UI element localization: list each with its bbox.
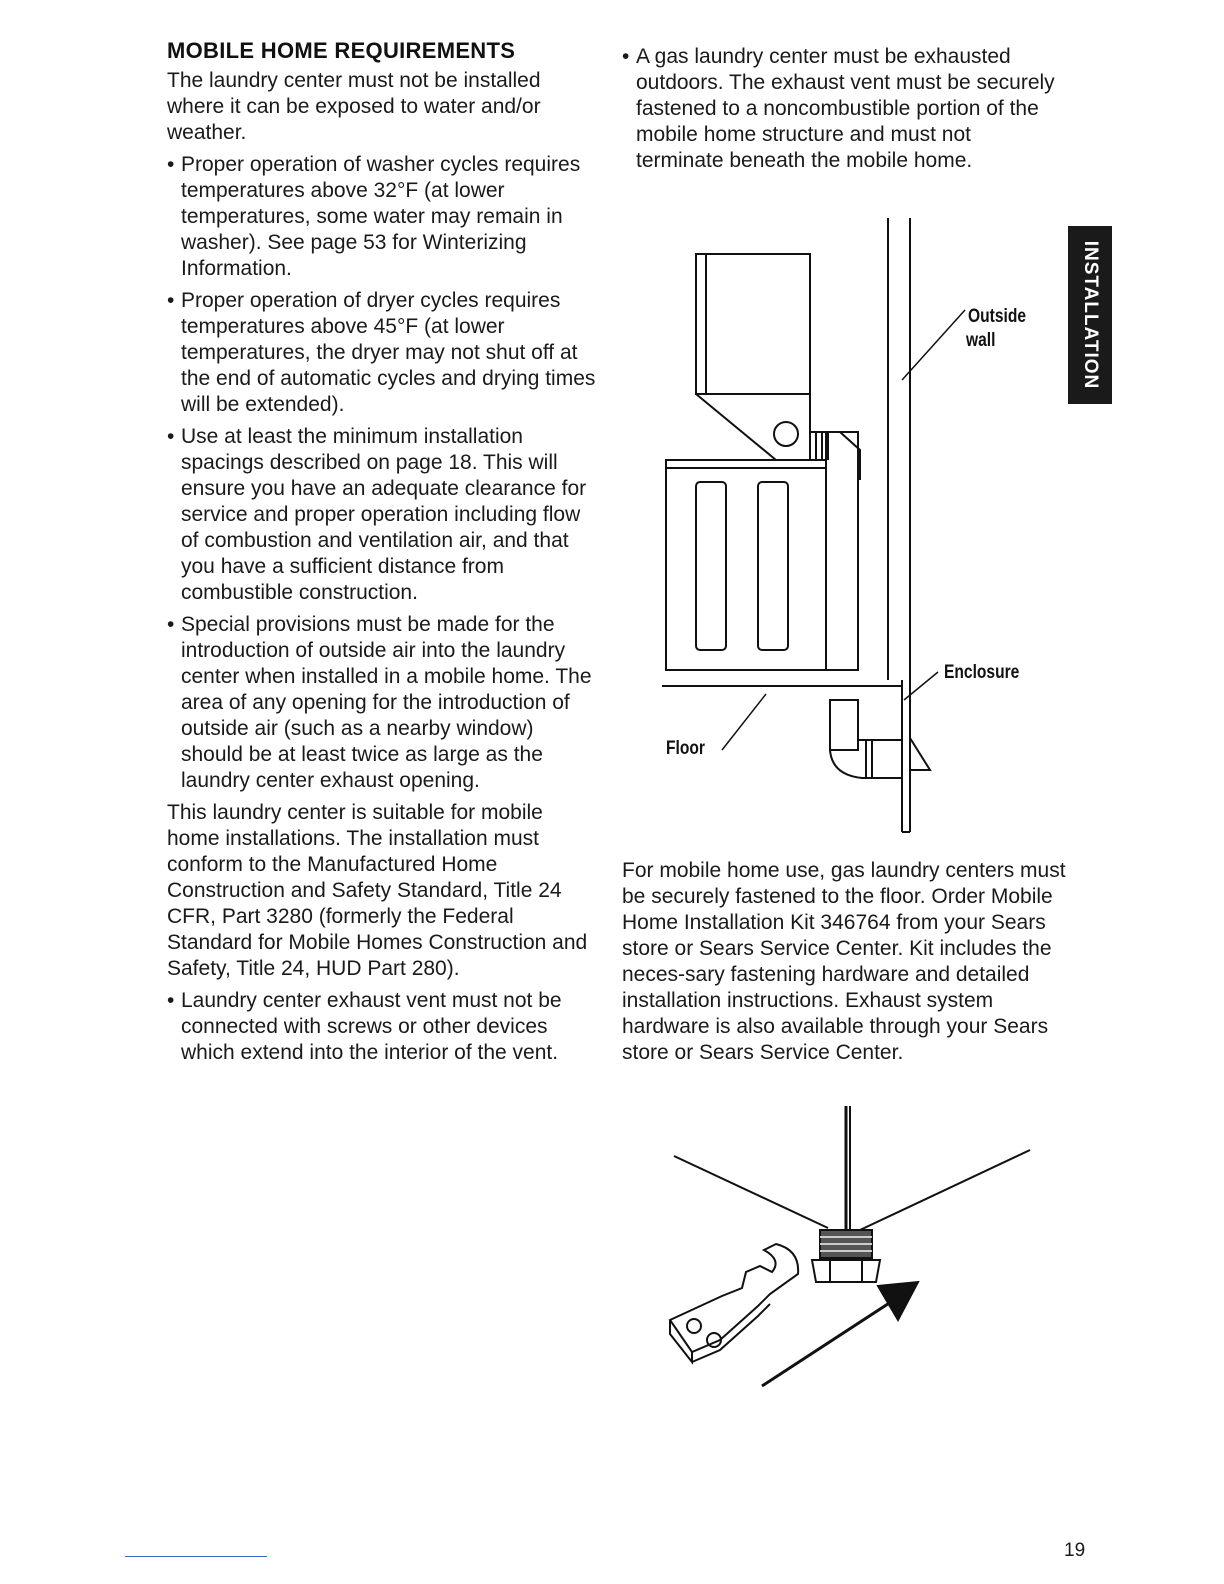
right-column [622,44,1062,174]
fastening-paragraph-wrap [622,858,1067,1066]
fastening-paragraph: For mobile home use, gas laundry centers must be securely fastened to the floor. Order Mobile Home Installation Kit 346764 from your Sears store or Sears Service Center. Kit includes the neces-sary fastening hardware and detailed installation instructions. Exhaust system hardware is also available through your Sears store or Sears Service Center. [622,859,1066,1064]
bullet-exhaust-vent-screws: • Laundry center exhaust vent must not be connected with screws or other devices which extend into the interior of the vent. [167,988,599,1066]
side-tab-label: INSTALLATION [1080,240,1101,390]
bullet-outside-air: • Special provisions must be made for the introduction of outside air into the laundry center when installed in a mobile home. The area of any opening for the introduction of outside air (such as a nearby window) should be at least twice as large as the laundry center exhaust opening. [167,612,599,794]
intro-paragraph: The laundry center must not be installed where it can be exposed to water and/or weather. [167,69,541,144]
bullet-washer-temperature: • Proper operation of washer cycles requires temperatures above 32°F (at lower temperatures, some water may remain in washer). See page 53 for Winterizing Information. [167,152,599,282]
bullet-dryer-temperature: • Proper operation of dryer cycles requires temperatures above 45°F (at lower temperatures, the dryer may not shut off at the end of automatic cycles and drying times will be extended). [167,288,599,418]
bullet-gas-exhaust: • A gas laundry center must be exhausted outdoors. The exhaust vent must be securely fastened to a noncombustible portion of the mobile home structure and must not terminate beneath the mobile home. [622,44,1062,174]
label-enclosure: Enclosure [944,662,1020,683]
page-number: 19 [1064,1540,1086,1561]
fastening-bracket-diagram [650,1100,1050,1400]
bullet-installation-spacings: • Use at least the minimum installation spacings described on page 18. This will ensure you have an adequate clearance for service and proper operation including flow of combustion and ventilation air, and that you have a sufficient distance from combustible construction. [167,424,599,606]
suitability-paragraph: This laundry center is suitable for mobile home installations. The installation must conform to the Manufactured Home Construction and Safety Standard, Title 24 CFR, Part 3280 (formerly the Federal Standard for Mobile Homes Construction and Safety, Title 24, HUD Part 280). [167,801,588,980]
left-column [167,38,599,1066]
label-wall: wall [966,330,996,351]
section-heading: MOBILE HOME REQUIREMENTS [167,38,516,63]
footer-rule [125,1556,267,1557]
label-floor: Floor [666,738,705,759]
section-side-tab [1068,226,1112,404]
label-outside: Outside [968,306,1027,327]
